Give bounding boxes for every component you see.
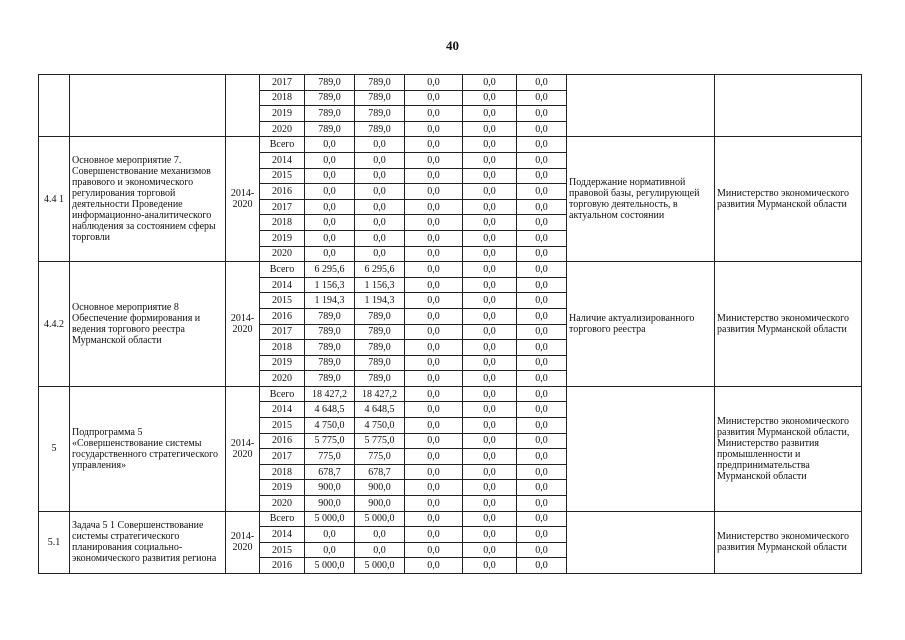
executor: Министерство экономического развития Мурманской области — [715, 137, 862, 262]
year-cell: 2019 — [260, 230, 305, 246]
year-cell: 2015 — [260, 293, 305, 309]
amount-cell: 0,0 — [517, 75, 567, 91]
amount-cell: 0,0 — [463, 542, 517, 558]
expected-result: Поддержание нормативной правовой базы, регулирующей торговую деятельность, в актуальном состоянии — [567, 137, 715, 262]
amount-cell: 0,0 — [517, 340, 567, 356]
year-cell: 2018 — [260, 90, 305, 106]
amount-cell: 0,0 — [405, 246, 463, 262]
amount-cell: 18 427,2 — [355, 386, 405, 402]
amount-cell: 0,0 — [405, 137, 463, 153]
amount-cell: 0,0 — [517, 371, 567, 387]
amount-cell: 0,0 — [405, 418, 463, 434]
year-cell: Всего — [260, 511, 305, 527]
item-code — [39, 75, 70, 137]
amount-cell: 0,0 — [517, 480, 567, 496]
amount-cell: 0,0 — [463, 496, 517, 512]
item-name: Основное мероприятие 7. Совершенствование механизмов правового и экономического регулирования торговой деятельности Проведение информационно-аналитического наблюдения за состоянием сферы торговли — [70, 137, 226, 262]
amount-cell: 0,0 — [405, 371, 463, 387]
amount-cell: 0,0 — [305, 152, 355, 168]
amount-cell: 0,0 — [463, 511, 517, 527]
amount-cell: 0,0 — [355, 199, 405, 215]
year-cell: 2016 — [260, 558, 305, 574]
item-name: Основное мероприятие 8 Обеспечение формирования и ведения торгового реестра Мурманской области — [70, 262, 226, 387]
year-cell: 2019 — [260, 106, 305, 122]
amount-cell: 0,0 — [405, 511, 463, 527]
amount-cell: 0,0 — [463, 90, 517, 106]
amount-cell: 0,0 — [405, 152, 463, 168]
amount-cell: 0,0 — [405, 230, 463, 246]
amount-cell: 0,0 — [405, 308, 463, 324]
table-row — [39, 137, 862, 153]
amount-cell: 0,0 — [517, 121, 567, 137]
table-row — [39, 386, 862, 402]
amount-cell: 775,0 — [305, 449, 355, 465]
amount-cell: 0,0 — [405, 464, 463, 480]
amount-cell: 678,7 — [305, 464, 355, 480]
amount-cell: 0,0 — [355, 527, 405, 543]
amount-cell: 5 775,0 — [305, 433, 355, 449]
amount-cell: 775,0 — [355, 449, 405, 465]
year-cell: 2015 — [260, 542, 305, 558]
amount-cell: 789,0 — [355, 106, 405, 122]
amount-cell: 4 750,0 — [355, 418, 405, 434]
amount-cell: 0,0 — [405, 558, 463, 574]
executor: Министерство экономического развития Мурманской области — [715, 511, 862, 573]
amount-cell: 0,0 — [305, 246, 355, 262]
amount-cell: 0,0 — [463, 293, 517, 309]
amount-cell: 0,0 — [517, 199, 567, 215]
amount-cell: 789,0 — [355, 90, 405, 106]
item-code: 4.4 1 — [39, 137, 70, 262]
year-cell: 2017 — [260, 75, 305, 91]
amount-cell: 0,0 — [517, 558, 567, 574]
amount-cell: 789,0 — [305, 121, 355, 137]
year-cell: 2019 — [260, 355, 305, 371]
amount-cell: 789,0 — [355, 75, 405, 91]
amount-cell: 789,0 — [355, 308, 405, 324]
amount-cell: 0,0 — [517, 262, 567, 278]
year-cell: 2017 — [260, 324, 305, 340]
amount-cell: 0,0 — [405, 75, 463, 91]
amount-cell: 0,0 — [463, 355, 517, 371]
amount-cell: 0,0 — [405, 199, 463, 215]
amount-cell: 0,0 — [463, 106, 517, 122]
amount-cell: 789,0 — [305, 75, 355, 91]
item-period: 2014-2020 — [226, 137, 260, 262]
amount-cell: 0,0 — [517, 230, 567, 246]
year-cell: 2016 — [260, 308, 305, 324]
amount-cell: 0,0 — [463, 449, 517, 465]
amount-cell: 0,0 — [405, 168, 463, 184]
amount-cell: 0,0 — [463, 168, 517, 184]
amount-cell: 0,0 — [463, 433, 517, 449]
amount-cell: 0,0 — [405, 324, 463, 340]
amount-cell: 0,0 — [463, 480, 517, 496]
amount-cell: 0,0 — [517, 433, 567, 449]
executor — [715, 75, 862, 137]
amount-cell: 0,0 — [355, 168, 405, 184]
amount-cell: 0,0 — [463, 121, 517, 137]
amount-cell: 0,0 — [517, 386, 567, 402]
expected-result — [567, 386, 715, 511]
amount-cell: 0,0 — [517, 496, 567, 512]
year-cell: 2018 — [260, 340, 305, 356]
amount-cell: 0,0 — [463, 152, 517, 168]
amount-cell: 0,0 — [517, 527, 567, 543]
amount-cell: 1 156,3 — [355, 277, 405, 293]
amount-cell: 0,0 — [463, 246, 517, 262]
amount-cell: 789,0 — [305, 371, 355, 387]
amount-cell: 0,0 — [405, 215, 463, 231]
amount-cell: 0,0 — [405, 90, 463, 106]
item-name: Задача 5 1 Совершенствование системы стратегического планирования социально-экономического развития региона — [70, 511, 226, 573]
amount-cell: 5 000,0 — [305, 511, 355, 527]
amount-cell: 0,0 — [517, 246, 567, 262]
amount-cell: 1 194,3 — [355, 293, 405, 309]
year-cell: 2020 — [260, 496, 305, 512]
amount-cell: 0,0 — [405, 293, 463, 309]
item-code: 5.1 — [39, 511, 70, 573]
amount-cell: 0,0 — [463, 464, 517, 480]
amount-cell: 0,0 — [305, 542, 355, 558]
amount-cell: 0,0 — [463, 558, 517, 574]
amount-cell: 5 000,0 — [305, 558, 355, 574]
amount-cell: 0,0 — [517, 184, 567, 200]
year-cell: 2016 — [260, 184, 305, 200]
amount-cell: 4 648,5 — [305, 402, 355, 418]
amount-cell: 0,0 — [517, 542, 567, 558]
item-period: 2014-2020 — [226, 386, 260, 511]
year-cell: 2020 — [260, 246, 305, 262]
amount-cell: 6 295,6 — [355, 262, 405, 278]
amount-cell: 0,0 — [517, 168, 567, 184]
amount-cell: 0,0 — [355, 184, 405, 200]
amount-cell: 789,0 — [355, 324, 405, 340]
amount-cell: 0,0 — [355, 152, 405, 168]
year-cell: 2014 — [260, 277, 305, 293]
amount-cell: 1 194,3 — [305, 293, 355, 309]
amount-cell: 0,0 — [463, 215, 517, 231]
amount-cell: 1 156,3 — [305, 277, 355, 293]
amount-cell: 0,0 — [355, 230, 405, 246]
year-cell: 2020 — [260, 121, 305, 137]
amount-cell: 0,0 — [517, 418, 567, 434]
item-name: Подпрограмма 5 «Совершенствование системы государственного стратегического управления» — [70, 386, 226, 511]
year-cell: 2020 — [260, 371, 305, 387]
amount-cell: 789,0 — [305, 340, 355, 356]
year-cell: 2014 — [260, 152, 305, 168]
amount-cell: 789,0 — [305, 90, 355, 106]
program-table — [38, 74, 862, 574]
amount-cell: 0,0 — [355, 542, 405, 558]
year-cell: 2018 — [260, 464, 305, 480]
item-period — [226, 75, 260, 137]
year-cell: 2015 — [260, 168, 305, 184]
item-code: 5 — [39, 386, 70, 511]
amount-cell: 0,0 — [305, 199, 355, 215]
amount-cell: 0,0 — [405, 527, 463, 543]
amount-cell: 5 000,0 — [355, 558, 405, 574]
amount-cell: 0,0 — [305, 230, 355, 246]
year-cell: 2015 — [260, 418, 305, 434]
amount-cell: 0,0 — [463, 277, 517, 293]
amount-cell: 0,0 — [463, 527, 517, 543]
amount-cell: 0,0 — [305, 168, 355, 184]
amount-cell: 789,0 — [305, 324, 355, 340]
amount-cell: 0,0 — [463, 184, 517, 200]
amount-cell: 0,0 — [517, 137, 567, 153]
amount-cell: 0,0 — [463, 308, 517, 324]
amount-cell: 678,7 — [355, 464, 405, 480]
amount-cell: 0,0 — [463, 137, 517, 153]
amount-cell: 0,0 — [517, 90, 567, 106]
amount-cell: 18 427,2 — [305, 386, 355, 402]
amount-cell: 0,0 — [517, 215, 567, 231]
amount-cell: 0,0 — [405, 262, 463, 278]
amount-cell: 900,0 — [355, 496, 405, 512]
amount-cell: 789,0 — [355, 121, 405, 137]
amount-cell: 0,0 — [405, 480, 463, 496]
table-row — [39, 511, 862, 527]
amount-cell: 0,0 — [305, 137, 355, 153]
amount-cell: 0,0 — [405, 496, 463, 512]
amount-cell: 5 775,0 — [355, 433, 405, 449]
table-body — [39, 75, 862, 574]
year-cell: 2014 — [260, 527, 305, 543]
amount-cell: 0,0 — [517, 106, 567, 122]
expected-result — [567, 511, 715, 573]
table-row — [39, 262, 862, 278]
amount-cell: 0,0 — [405, 386, 463, 402]
amount-cell: 0,0 — [405, 277, 463, 293]
amount-cell: 0,0 — [405, 355, 463, 371]
year-cell: Всего — [260, 262, 305, 278]
amount-cell: 0,0 — [405, 121, 463, 137]
amount-cell: 0,0 — [517, 277, 567, 293]
amount-cell: 4 750,0 — [305, 418, 355, 434]
amount-cell: 0,0 — [463, 262, 517, 278]
amount-cell: 0,0 — [305, 215, 355, 231]
amount-cell: 0,0 — [517, 449, 567, 465]
amount-cell: 0,0 — [463, 324, 517, 340]
amount-cell: 900,0 — [305, 480, 355, 496]
amount-cell: 5 000,0 — [355, 511, 405, 527]
amount-cell: 0,0 — [463, 418, 517, 434]
amount-cell: 0,0 — [517, 152, 567, 168]
executor: Министерство экономического развития Мурманской области — [715, 262, 862, 387]
amount-cell: 0,0 — [305, 527, 355, 543]
year-cell: Всего — [260, 386, 305, 402]
amount-cell: 900,0 — [355, 480, 405, 496]
amount-cell: 789,0 — [305, 106, 355, 122]
expected-result: Наличие актуализированного торгового реестра — [567, 262, 715, 387]
amount-cell: 4 648,5 — [355, 402, 405, 418]
item-period: 2014-2020 — [226, 262, 260, 387]
amount-cell: 0,0 — [517, 293, 567, 309]
amount-cell: 0,0 — [405, 542, 463, 558]
amount-cell: 789,0 — [355, 355, 405, 371]
amount-cell: 0,0 — [463, 340, 517, 356]
item-period: 2014-2020 — [226, 511, 260, 573]
expected-result — [567, 75, 715, 137]
amount-cell: 0,0 — [517, 308, 567, 324]
amount-cell: 789,0 — [355, 340, 405, 356]
year-cell: 2016 — [260, 433, 305, 449]
amount-cell: 0,0 — [405, 184, 463, 200]
amount-cell: 0,0 — [405, 106, 463, 122]
year-cell: 2017 — [260, 199, 305, 215]
amount-cell: 0,0 — [355, 215, 405, 231]
amount-cell: 0,0 — [405, 433, 463, 449]
amount-cell: 0,0 — [517, 464, 567, 480]
year-cell: Всего — [260, 137, 305, 153]
page-number: 40 — [446, 38, 459, 53]
amount-cell: 0,0 — [355, 246, 405, 262]
amount-cell: 0,0 — [463, 75, 517, 91]
amount-cell: 900,0 — [305, 496, 355, 512]
amount-cell: 789,0 — [305, 308, 355, 324]
amount-cell: 0,0 — [517, 511, 567, 527]
table-row — [39, 75, 862, 91]
year-cell: 2017 — [260, 449, 305, 465]
year-cell: 2019 — [260, 480, 305, 496]
amount-cell: 6 295,6 — [305, 262, 355, 278]
amount-cell: 0,0 — [463, 230, 517, 246]
amount-cell: 0,0 — [463, 386, 517, 402]
amount-cell: 0,0 — [463, 199, 517, 215]
amount-cell: 0,0 — [463, 371, 517, 387]
amount-cell: 0,0 — [405, 340, 463, 356]
amount-cell: 0,0 — [517, 324, 567, 340]
amount-cell: 0,0 — [355, 137, 405, 153]
amount-cell: 0,0 — [405, 402, 463, 418]
amount-cell: 789,0 — [355, 371, 405, 387]
amount-cell: 0,0 — [517, 402, 567, 418]
amount-cell: 789,0 — [305, 355, 355, 371]
year-cell: 2018 — [260, 215, 305, 231]
amount-cell: 0,0 — [405, 449, 463, 465]
item-code: 4.4.2 — [39, 262, 70, 387]
amount-cell: 0,0 — [463, 402, 517, 418]
amount-cell: 0,0 — [517, 355, 567, 371]
item-name — [70, 75, 226, 137]
amount-cell: 0,0 — [305, 184, 355, 200]
executor: Министерство экономического развития Мурманской области, Министерство развития промышленности и предпринимательства Мурманской области — [715, 386, 862, 511]
year-cell: 2014 — [260, 402, 305, 418]
